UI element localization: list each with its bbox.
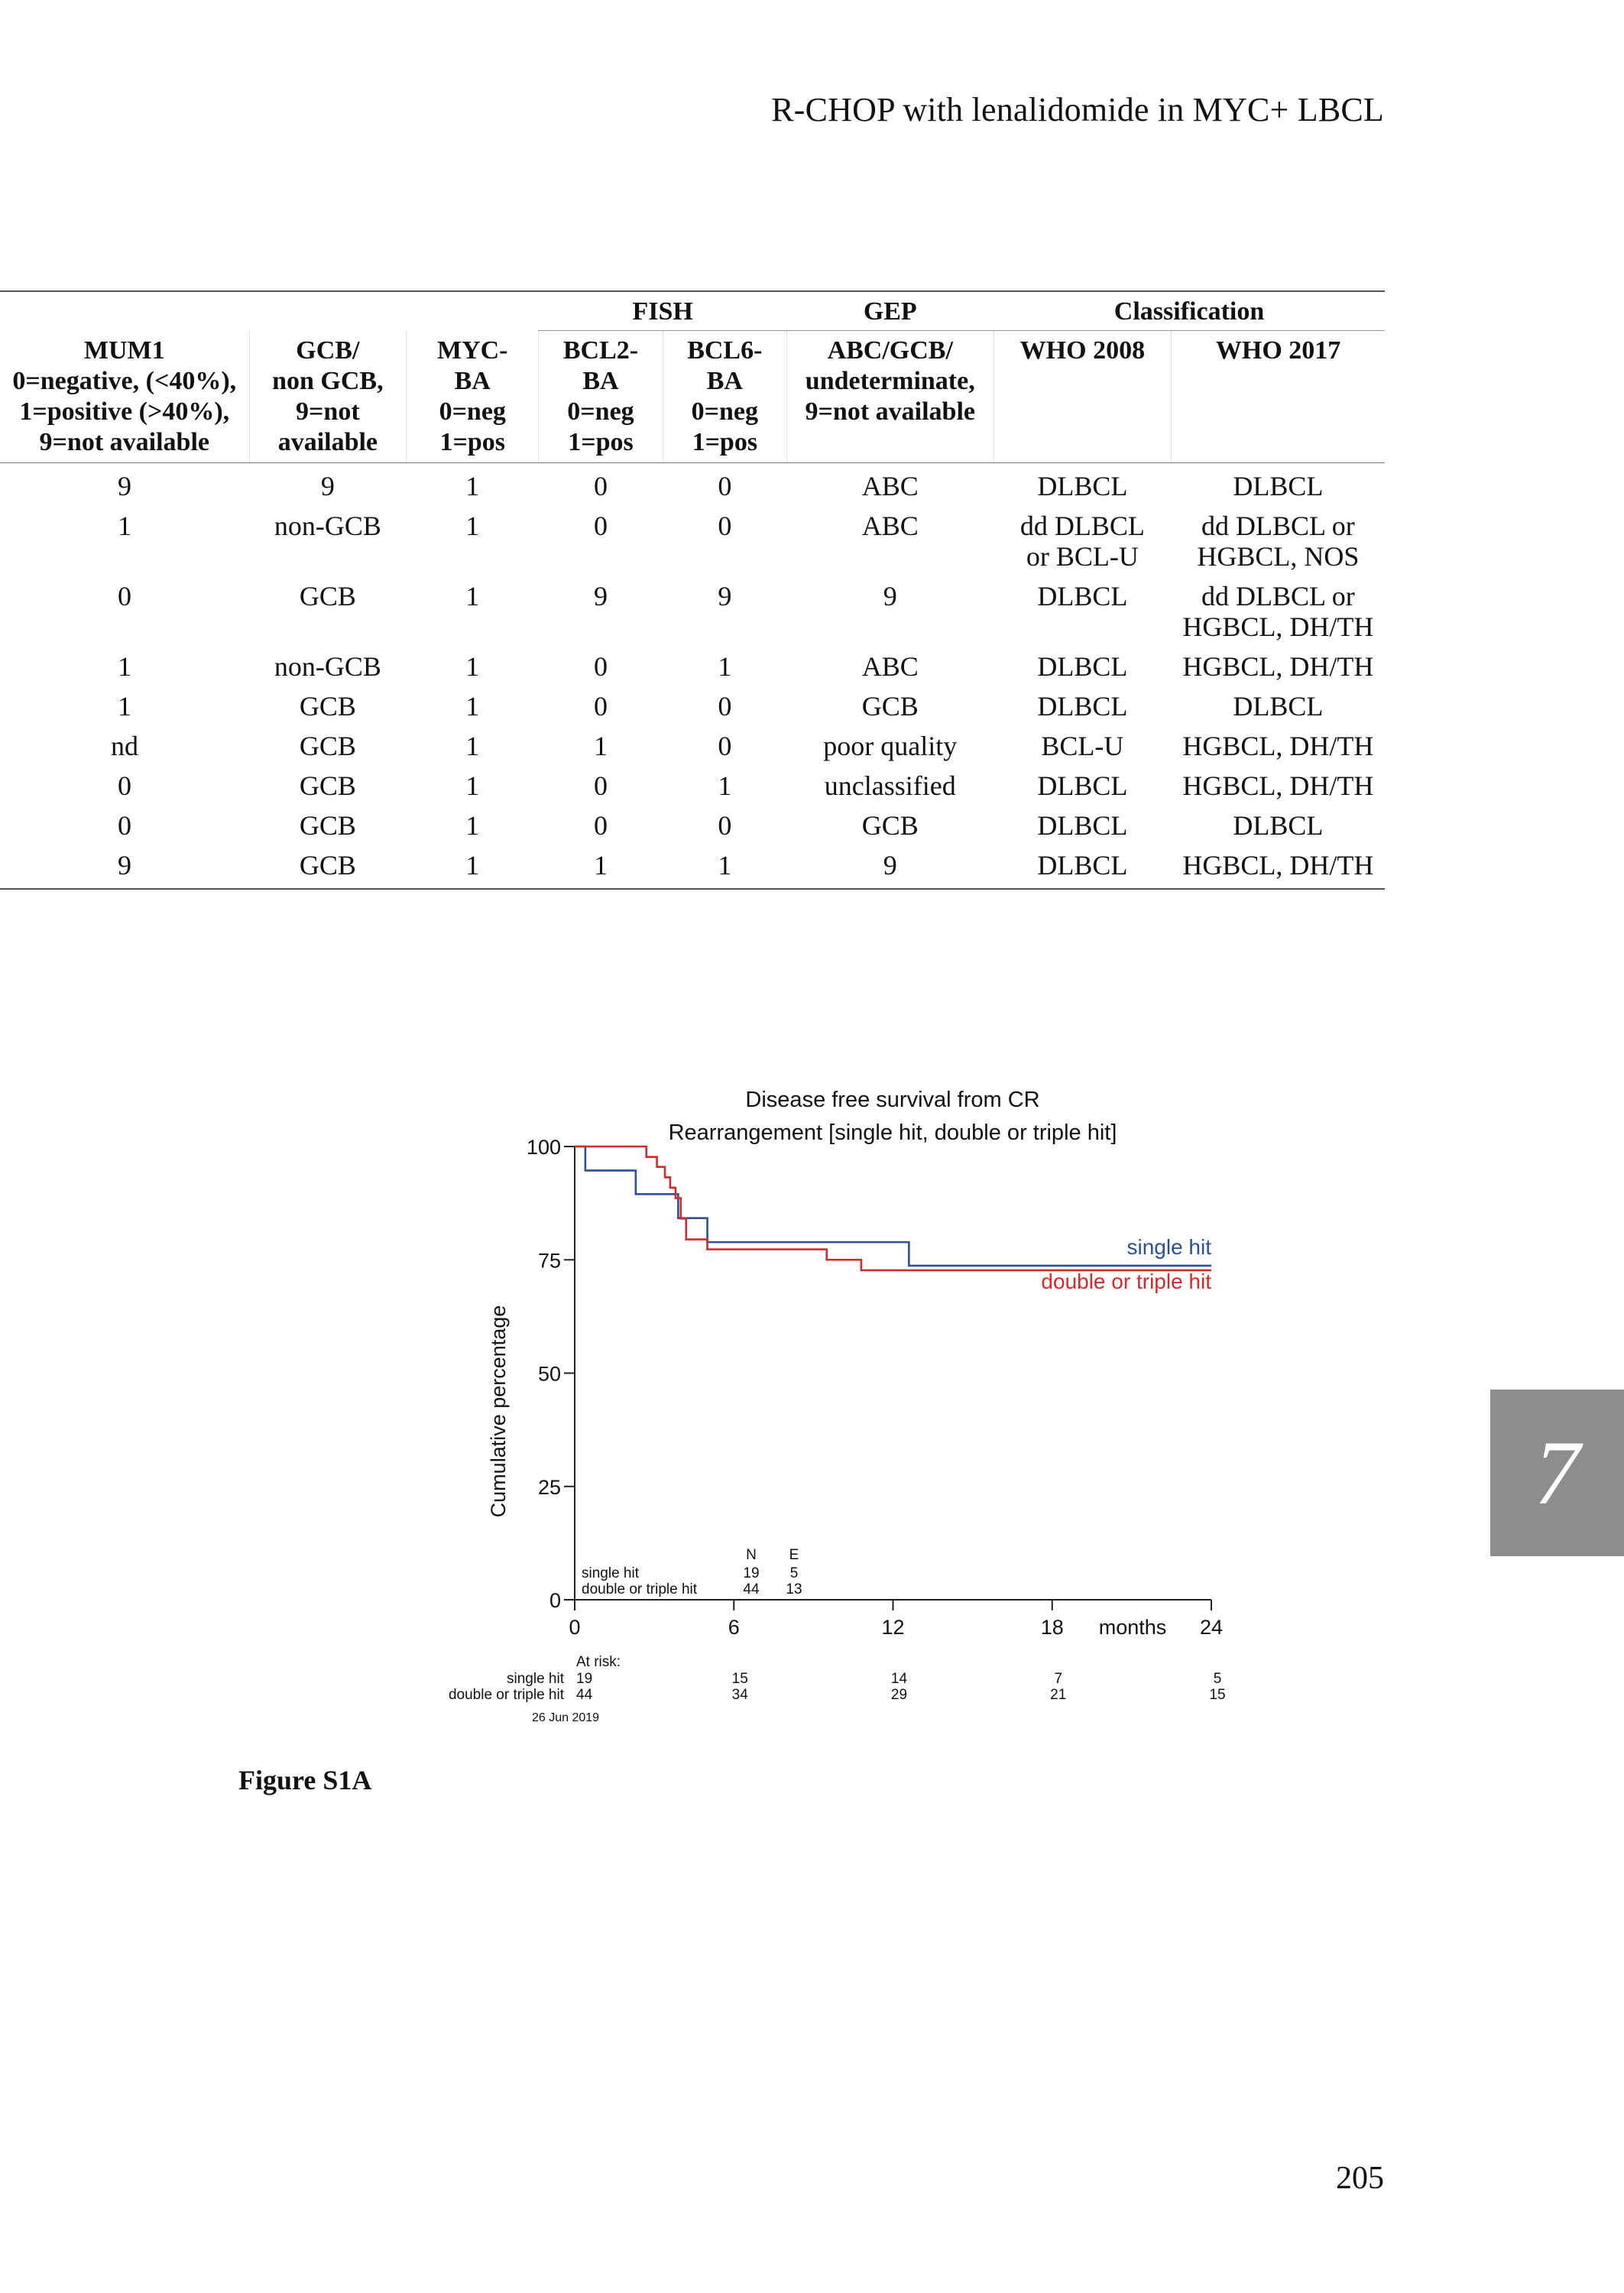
table-cell-line: poor quality bbox=[823, 731, 958, 761]
column-header-1 bbox=[249, 331, 407, 463]
table-cell bbox=[994, 845, 1172, 889]
table-cell bbox=[249, 463, 407, 507]
table-cell bbox=[663, 506, 786, 576]
x-tick-label: 12 bbox=[881, 1616, 905, 1639]
table-cell-line: 1 bbox=[465, 581, 480, 611]
table-cell bbox=[663, 647, 786, 686]
table-cell-line: 9 bbox=[320, 471, 335, 501]
table-cell bbox=[786, 576, 994, 647]
table-cell-line: DLBCL bbox=[1037, 691, 1128, 722]
table-cell-line: 0 bbox=[718, 511, 732, 541]
table-column-header bbox=[0, 331, 1385, 463]
table-cell bbox=[249, 576, 407, 647]
table-group-2: GEP bbox=[786, 291, 994, 331]
column-header-5 bbox=[786, 331, 994, 463]
at-risk-value: 29 bbox=[890, 1687, 908, 1703]
table-cell-line: 0 bbox=[118, 770, 132, 801]
figure-caption: Figure S1A bbox=[238, 1765, 372, 1795]
table-cell bbox=[539, 576, 663, 647]
column-header-line: 0=neg bbox=[439, 397, 506, 426]
column-header-line: 1=pos bbox=[692, 428, 758, 456]
column-header-line: ABC/GCB/ bbox=[827, 336, 953, 365]
column-header-7 bbox=[1172, 331, 1385, 463]
table-cell-line: HGBCL, DH/TH bbox=[1182, 770, 1374, 801]
table-cell bbox=[539, 647, 663, 686]
table-cell bbox=[0, 686, 249, 726]
table-cell-line: DLBCL bbox=[1233, 810, 1324, 841]
table-row bbox=[0, 686, 1385, 726]
table-cell bbox=[407, 647, 539, 686]
table-cell-line: 0 bbox=[118, 581, 132, 611]
table-cell-line: 9 bbox=[883, 581, 897, 611]
table-cell-line: 0 bbox=[593, 511, 608, 541]
ne-row-label: double or triple hit bbox=[582, 1581, 698, 1597]
at-risk-value: 14 bbox=[890, 1671, 908, 1687]
table-cell bbox=[786, 845, 994, 889]
table-cell-line: HGBCL, NOS bbox=[1197, 541, 1360, 572]
table-cell-line: 0 bbox=[593, 691, 608, 722]
table-cell-line: 1 bbox=[118, 651, 132, 682]
table-cell bbox=[539, 506, 663, 576]
ne-row-label: single hit bbox=[582, 1565, 639, 1581]
column-header-line: GCB/ bbox=[296, 336, 360, 365]
table-cell bbox=[663, 766, 786, 806]
table-cell-line: 1 bbox=[465, 511, 480, 541]
date-stamp: 26 Jun 2019 bbox=[531, 1711, 600, 1724]
table-cell bbox=[249, 766, 407, 806]
table-cell-line: HGBCL, DH/TH bbox=[1182, 731, 1374, 761]
chapter-thumb-tab: 7 bbox=[1490, 1390, 1624, 1556]
table-cell-line: 9 bbox=[883, 850, 897, 881]
table-cell bbox=[663, 726, 786, 766]
at-risk-value: 44 bbox=[576, 1687, 593, 1703]
column-header-line: non GCB, bbox=[272, 366, 384, 395]
table-cell-line: 9 bbox=[718, 581, 732, 611]
table-cell bbox=[539, 806, 663, 845]
table-cell bbox=[0, 576, 249, 647]
column-header-line: 9=not available bbox=[805, 397, 975, 426]
column-header-line: available bbox=[277, 427, 378, 456]
table-row bbox=[0, 806, 1385, 845]
table-cell bbox=[249, 806, 407, 845]
table-cell bbox=[249, 726, 407, 766]
km-curve-1 bbox=[575, 1146, 1211, 1270]
table-cell bbox=[0, 647, 249, 686]
table-cell bbox=[1172, 506, 1385, 576]
table-cell bbox=[407, 576, 539, 647]
column-header-line: 1=positive (>40%), bbox=[19, 397, 230, 426]
table-cell bbox=[0, 766, 249, 806]
table-cell-line: unclassified bbox=[824, 770, 956, 801]
table-cell-line: GCB bbox=[299, 810, 356, 841]
table-cell bbox=[407, 845, 539, 889]
table-cell bbox=[407, 463, 539, 507]
table-cell bbox=[994, 506, 1172, 576]
table-cell-line: dd DLBCL bbox=[1019, 511, 1145, 541]
table-cell bbox=[1172, 766, 1385, 806]
column-header-line: 1=pos bbox=[568, 428, 634, 456]
table-cell-line: dd DLBCL or bbox=[1201, 511, 1355, 541]
table-cell-line: DLBCL bbox=[1037, 471, 1128, 501]
table-cell bbox=[1172, 806, 1385, 845]
at-risk-value: 15 bbox=[1209, 1687, 1226, 1703]
column-header-0 bbox=[0, 331, 249, 463]
table-cell bbox=[663, 686, 786, 726]
table-cell bbox=[786, 647, 994, 686]
table-cell-line: 0 bbox=[718, 691, 732, 722]
column-header-line: BCL2- bbox=[562, 336, 639, 365]
ne-header-n: N bbox=[746, 1547, 757, 1563]
table-cell-line: 1 bbox=[118, 511, 132, 541]
ne-row-n: 19 bbox=[743, 1565, 760, 1581]
table-cell bbox=[539, 726, 663, 766]
table-cell bbox=[0, 845, 249, 889]
table-cell-line: 0 bbox=[593, 770, 608, 801]
table-cell bbox=[407, 806, 539, 845]
series-label-1: double or triple hit bbox=[1041, 1270, 1211, 1293]
table-cell bbox=[407, 506, 539, 576]
table-cell-line: 1 bbox=[465, 691, 480, 722]
column-header-line: WHO 2008 bbox=[1019, 336, 1146, 365]
table-cell-line: DLBCL bbox=[1233, 471, 1324, 501]
table-cell-line: GCB bbox=[299, 850, 356, 881]
table-cell bbox=[786, 463, 994, 507]
table-cell-line: 1 bbox=[465, 850, 480, 881]
table-row bbox=[0, 506, 1385, 576]
y-tick-label: 75 bbox=[537, 1249, 561, 1273]
table-cell bbox=[786, 726, 994, 766]
table-cell-line: ABC bbox=[861, 471, 919, 501]
at-risk-value: 19 bbox=[576, 1671, 593, 1687]
column-header-line: undeterminate, bbox=[805, 367, 975, 395]
table-cell-line: 0 bbox=[593, 471, 608, 501]
table-cell-line: GCB bbox=[299, 770, 356, 801]
table-row bbox=[0, 647, 1385, 686]
table-cell-line: 1 bbox=[465, 770, 480, 801]
table-cell bbox=[663, 576, 786, 647]
chart-title: Disease free survival from CR bbox=[745, 1088, 1040, 1112]
table-cell bbox=[994, 576, 1172, 647]
table-cell bbox=[1172, 463, 1385, 507]
table-cell-line: 1 bbox=[718, 770, 732, 801]
table-row bbox=[0, 463, 1385, 507]
kaplan-meier-chart bbox=[0, 1070, 1624, 1758]
at-risk-value: 34 bbox=[731, 1687, 748, 1703]
table-cell bbox=[1172, 726, 1385, 766]
series-label-0: single hit bbox=[1126, 1235, 1211, 1259]
table-cell bbox=[786, 686, 994, 726]
table-cell bbox=[407, 726, 539, 766]
column-header-line: BA bbox=[706, 367, 743, 395]
column-header-2 bbox=[407, 331, 539, 463]
table-cell bbox=[0, 726, 249, 766]
table-cell bbox=[539, 686, 663, 726]
column-header-line: WHO 2017 bbox=[1215, 336, 1341, 365]
table-cell-line: 1 bbox=[465, 731, 480, 761]
column-header-line: MYC- bbox=[436, 336, 508, 365]
x-tick-label: 0 bbox=[569, 1616, 581, 1639]
table-cell-line: 0 bbox=[593, 651, 608, 682]
table-cell-line: 1 bbox=[118, 691, 132, 722]
at-risk-value: 5 bbox=[1213, 1671, 1222, 1687]
table-cell-line: DLBCL bbox=[1037, 810, 1128, 841]
ne-row-e: 5 bbox=[789, 1565, 799, 1581]
table-cell-line: 1 bbox=[465, 471, 480, 501]
table-cell bbox=[786, 806, 994, 845]
table-cell bbox=[994, 766, 1172, 806]
table-cell-line: 9 bbox=[118, 471, 132, 501]
table-group-1: FISH bbox=[539, 291, 787, 331]
table-group-header bbox=[0, 291, 1385, 331]
table-cell bbox=[539, 463, 663, 507]
table-row bbox=[0, 766, 1385, 806]
table-cell-line: DLBCL bbox=[1037, 850, 1128, 881]
page-number: 205 bbox=[1336, 2161, 1384, 2196]
table-row bbox=[0, 576, 1385, 647]
table-cell bbox=[994, 806, 1172, 845]
table-cell-line: non-GCB bbox=[274, 651, 381, 682]
ne-row-n: 44 bbox=[743, 1581, 760, 1597]
table-cell-line: BCL-U bbox=[1041, 731, 1124, 761]
table-cell bbox=[249, 647, 407, 686]
table-row bbox=[0, 726, 1385, 766]
table-cell bbox=[0, 806, 249, 845]
running-head: R-CHOP with lenalidomide in MYC+ LBCL bbox=[771, 91, 1384, 128]
ne-header-e: E bbox=[789, 1547, 799, 1563]
table-cell bbox=[0, 463, 249, 507]
table-cell-line: GCB bbox=[299, 581, 356, 611]
table-cell bbox=[249, 845, 407, 889]
at-risk-value: 21 bbox=[1050, 1687, 1067, 1703]
table-cell-line: 1 bbox=[718, 850, 732, 881]
y-tick-label: 50 bbox=[537, 1362, 561, 1386]
column-header-line: 9=not available bbox=[39, 427, 209, 456]
y-tick-label: 0 bbox=[549, 1589, 561, 1612]
table-cell-line: DLBCL bbox=[1233, 691, 1324, 722]
table-cell-line: 9 bbox=[118, 850, 132, 881]
table-cell-line: HGBCL, DH/TH bbox=[1182, 611, 1374, 642]
table-cell-line: ABC bbox=[861, 651, 919, 682]
x-tick-label: 18 bbox=[1040, 1616, 1064, 1639]
column-header-line: BA bbox=[454, 366, 491, 395]
table-cell bbox=[994, 463, 1172, 507]
table-group-3: Classification bbox=[994, 291, 1385, 331]
at-risk-value: 15 bbox=[731, 1671, 748, 1687]
table-cell-line: GCB bbox=[861, 691, 919, 722]
table-cell-line: HGBCL, DH/TH bbox=[1182, 850, 1374, 881]
table-cell bbox=[249, 686, 407, 726]
x-tick-label: 24 bbox=[1199, 1616, 1224, 1639]
y-tick-label: 25 bbox=[537, 1475, 561, 1499]
table-cell bbox=[539, 845, 663, 889]
column-header-line: MUM1 bbox=[83, 336, 165, 365]
table-cell-line: 1 bbox=[593, 731, 608, 761]
x-axis-label: months bbox=[1098, 1616, 1167, 1639]
table-cell-line: 0 bbox=[718, 810, 732, 841]
column-header-line: 0=neg bbox=[691, 397, 758, 426]
at-risk-row-label: single hit bbox=[507, 1671, 564, 1687]
at-risk-title: At risk: bbox=[576, 1654, 621, 1670]
table-cell-line: non-GCB bbox=[274, 511, 381, 541]
ne-row-e: 13 bbox=[786, 1581, 802, 1597]
table-body bbox=[0, 463, 1385, 890]
table-cell bbox=[249, 506, 407, 576]
table-cell-line: DLBCL bbox=[1037, 651, 1128, 682]
y-tick-label: 100 bbox=[526, 1136, 561, 1159]
column-header-line: 1=pos bbox=[439, 427, 505, 456]
table-group-0 bbox=[0, 291, 539, 331]
table-cell bbox=[994, 647, 1172, 686]
table-cell-line: GCB bbox=[861, 810, 919, 841]
table-cell bbox=[663, 806, 786, 845]
km-curve-0 bbox=[575, 1146, 1211, 1266]
table-cell bbox=[994, 686, 1172, 726]
table-cell bbox=[663, 845, 786, 889]
table-cell bbox=[1172, 647, 1385, 686]
column-header-line: 0=negative, (<40%), bbox=[12, 366, 237, 395]
table-cell bbox=[407, 686, 539, 726]
table-cell-line: DLBCL bbox=[1037, 770, 1128, 801]
table-cell-line: 0 bbox=[593, 810, 608, 841]
table-cell-line: HGBCL, DH/TH bbox=[1182, 651, 1374, 682]
column-header-3 bbox=[539, 331, 663, 463]
column-header-line: BA bbox=[582, 367, 619, 395]
table-cell bbox=[786, 766, 994, 806]
at-risk-value: 7 bbox=[1054, 1671, 1063, 1687]
table-row bbox=[0, 845, 1385, 889]
table-cell-line: DLBCL bbox=[1037, 581, 1128, 611]
column-header-line: 0=neg bbox=[567, 397, 634, 426]
column-header-line: BCL6- bbox=[687, 336, 763, 365]
table-cell bbox=[994, 726, 1172, 766]
table-cell-line: 9 bbox=[593, 581, 608, 611]
table-cell-line: 0 bbox=[118, 810, 132, 841]
table-cell-line: dd DLBCL or bbox=[1201, 581, 1355, 611]
table-cell-line: 1 bbox=[593, 850, 608, 881]
table-cell-line: 1 bbox=[465, 810, 480, 841]
table-cell bbox=[407, 766, 539, 806]
table-cell bbox=[0, 506, 249, 576]
table-cell-line: 1 bbox=[718, 651, 732, 682]
table-cell-line: or BCL-U bbox=[1026, 541, 1139, 572]
chart-subtitle: Rearrangement [single hit, double or triple hit] bbox=[668, 1121, 1117, 1145]
data-table bbox=[0, 290, 1385, 890]
table-cell bbox=[786, 506, 994, 576]
column-header-line: 9=not bbox=[296, 397, 360, 426]
table-cell bbox=[1172, 576, 1385, 647]
at-risk-row-label: double or triple hit bbox=[448, 1687, 564, 1703]
table-cell bbox=[663, 463, 786, 507]
y-axis-label: Cumulative percentage bbox=[487, 1305, 510, 1518]
x-tick-label: 6 bbox=[728, 1616, 740, 1639]
column-header-4 bbox=[663, 331, 786, 463]
table-cell-line: ABC bbox=[861, 511, 919, 541]
table-cell bbox=[1172, 845, 1385, 889]
column-header-6 bbox=[994, 331, 1172, 463]
table-cell-line: nd bbox=[111, 731, 139, 761]
table-cell-line: GCB bbox=[299, 731, 356, 761]
table-cell-line: 0 bbox=[718, 731, 732, 761]
table-cell bbox=[539, 766, 663, 806]
table-cell-line: 0 bbox=[718, 471, 732, 501]
table-cell-line: 1 bbox=[465, 651, 480, 682]
table-cell bbox=[1172, 686, 1385, 726]
table-cell-line: GCB bbox=[299, 691, 356, 722]
